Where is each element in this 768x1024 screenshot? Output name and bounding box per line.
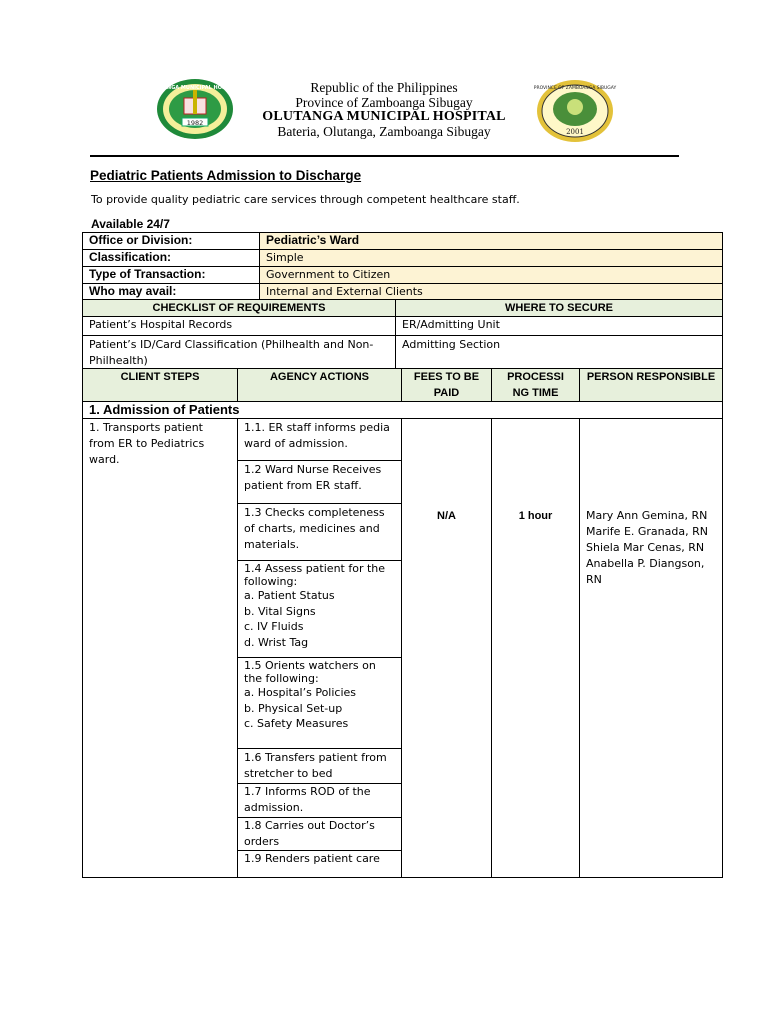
svg-text:OLUTANGA MUNICIPAL HOSPITAL: OLUTANGA MUNICIPAL HOSPITAL xyxy=(148,85,242,91)
info-row-transaction xyxy=(83,267,723,284)
client-steps-table xyxy=(82,368,723,878)
info-label: Type of Transaction: xyxy=(83,267,260,284)
requirement-where: Admitting Section xyxy=(396,336,723,370)
info-label: Classification: xyxy=(83,250,260,267)
agency-actions-cell xyxy=(238,419,402,878)
requirement-item: Patient’s ID/Card Classification (Philhealth and Non-Philhealth) xyxy=(83,336,396,370)
info-value: Pediatric’s Ward xyxy=(260,233,723,250)
requirements-table xyxy=(82,299,723,370)
info-label: Office or Division: xyxy=(83,233,260,250)
checklist-item: c. IV Fluids xyxy=(244,620,304,633)
hospital-seal-logo xyxy=(148,78,242,140)
agency-action-text: 1.5 Orients watchers on the following: xyxy=(244,659,376,685)
svg-text:PROVINCE OF ZAMBOANGA SIBUGAY: PROVINCE OF ZAMBOANGA SIBUGAY xyxy=(533,86,617,91)
checklist-item: a. Patient Status xyxy=(244,589,335,602)
fees-cell: N/A xyxy=(402,419,492,878)
where-to-secure-header: WHERE TO SECURE xyxy=(396,300,723,317)
section-title: 1. Admission of Patients xyxy=(83,402,723,419)
agency-action-item: 1.9 Renders patient care xyxy=(244,852,380,865)
checklist-item: b. Vital Signs xyxy=(244,604,316,618)
header-hospital-name: OLUTANGA MUNICIPAL HOSPITAL xyxy=(262,109,506,124)
info-value: Internal and External Clients xyxy=(260,284,723,301)
purpose-statement: To provide quality pediatric care services through competent healthcare staff. xyxy=(91,193,520,206)
info-value: Government to Citizen xyxy=(260,267,723,284)
checklist-item: d. Wrist Tag xyxy=(244,635,309,649)
header-province: Province of Zamboanga Sibugay xyxy=(295,95,473,110)
agency-action-item: 1.6 Transfers patient from stretcher to bed xyxy=(238,749,401,784)
requirement-item: Patient’s Hospital Records xyxy=(83,317,396,336)
checklist-item: a. Hospital’s Policies xyxy=(244,686,357,699)
agency-action-item: 1.2 Ward Nurse Receives patient from ER staff. xyxy=(238,461,401,504)
processing-time-header: PROCESSI NG TIME xyxy=(492,369,580,402)
header-divider xyxy=(90,155,679,157)
svg-text:2001: 2001 xyxy=(566,128,584,136)
requirements-header: CHECKLIST OF REQUIREMENTS xyxy=(83,300,396,317)
document-title: Pediatric Patients Admission to Discharge xyxy=(90,168,362,183)
agency-action-item: 1.7 Informs ROD of the admission. xyxy=(238,784,401,818)
agency-action-item-assess xyxy=(238,561,401,658)
checklist-item: c. Safety Measures xyxy=(244,717,349,730)
header-republic: Republic of the Philippines xyxy=(310,80,458,95)
agency-action-item: 1.8 Carries out Doctor’s orders xyxy=(238,818,401,851)
person-responsible-header: PERSON RESPONSIBLE xyxy=(580,369,723,402)
agency-action-item: 1.3 Checks completeness of charts, medicines and materials. xyxy=(238,504,401,561)
person-name: Marife E. Granada, RN xyxy=(586,525,708,538)
person-name: Anabella P. Diangson, RN xyxy=(586,557,705,586)
service-info-table xyxy=(82,232,723,301)
svg-text:1982: 1982 xyxy=(186,119,204,127)
person-name: Mary Ann Gemina, RN xyxy=(586,509,708,522)
client-step-cell: 1. Transports patient from ER to Pediatrics ward. xyxy=(83,419,238,878)
header-address: Bateria, Olutanga, Zamboanga Sibugay xyxy=(277,124,491,139)
info-row-classification xyxy=(83,250,723,267)
fees-header: FEES TO BE PAID xyxy=(402,369,492,402)
agency-action-item-orients xyxy=(238,658,401,749)
agency-action-text: 1.4 Assess patient for the following: xyxy=(244,562,386,588)
agency-action-item: 1.1. ER staff informs pedia ward of admission. xyxy=(238,419,401,461)
processing-time-cell: 1 hour xyxy=(492,419,580,878)
person-responsible-cell xyxy=(580,419,723,878)
info-row-who-may-avail xyxy=(83,284,723,301)
checklist-item: b. Physical Set-up xyxy=(244,701,343,715)
province-seal-logo xyxy=(533,79,617,143)
info-label: Who may avail: xyxy=(83,284,260,301)
person-name: Shiela Mar Cenas, RN xyxy=(586,541,705,554)
agency-actions-header: AGENCY ACTIONS xyxy=(238,369,402,402)
info-value: Simple xyxy=(260,250,723,267)
availability-label: Available 24/7 xyxy=(91,217,170,231)
info-row-office xyxy=(83,233,723,250)
client-steps-header: CLIENT STEPS xyxy=(83,369,238,402)
requirement-where: ER/Admitting Unit xyxy=(396,317,723,336)
